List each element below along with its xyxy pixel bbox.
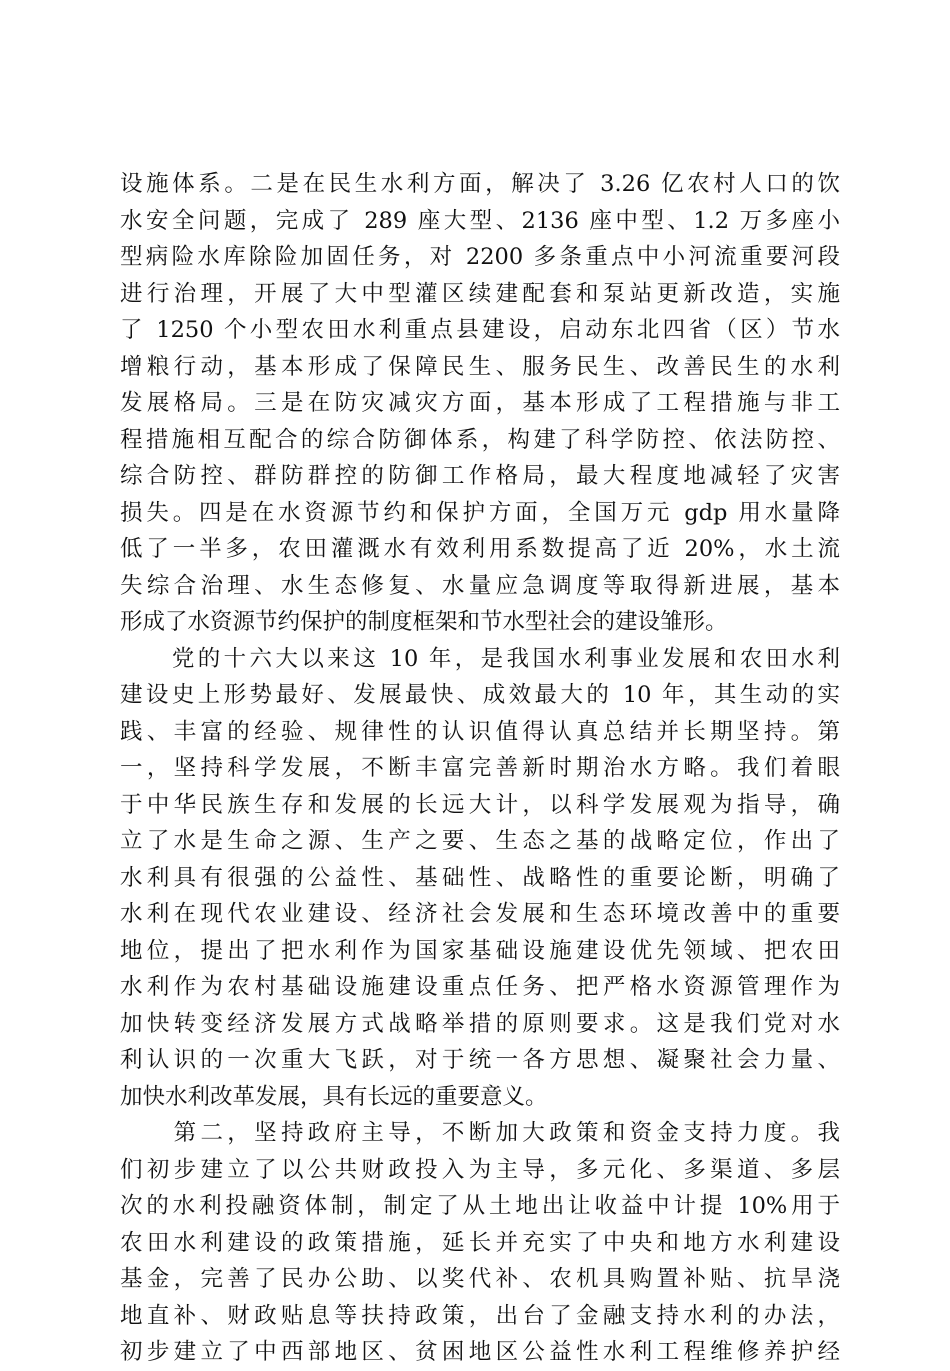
body-text	[120, 166, 840, 1371]
text-line: 发展格局。三是在防灾减灾方面，基本形成了工程措施与非工	[120, 390, 840, 416]
text-line: 于中华民族生存和发展的长远大计，以科学发展观为指导，确	[120, 791, 840, 818]
text-line: 初步建立了中西部地区、贫困地区公益性水利工程维修养护经	[120, 1339, 840, 1365]
text-line: 加快水利改革发展，具有长远的重要意义。	[120, 1083, 548, 1110]
text-line: 低了一半多，农田灌溉水有效利用系数提高了近 20%，水土流	[120, 536, 840, 562]
text-line: 设施体系。二是在民生水利方面，解决了 3.26 亿农村人口的饮	[120, 171, 840, 197]
text-line: 型病险水库除险加固任务，对 2200 多条重点中小河流重要河段	[120, 244, 840, 270]
text-line: 第二，坚持政府主导，不断加大政策和资金支持力度。我	[120, 1120, 840, 1146]
text-line: 失综合治理、水生态修复、水量应急调度等取得新进展，基本	[120, 572, 840, 599]
text-line: 利认识的一次重大飞跃，对于统一各方思想、凝聚社会力量、	[120, 1047, 840, 1073]
text-line: 水利在现代农业建设、经济社会发展和生态环境改善中的重要	[120, 901, 840, 927]
text-line: 水安全问题，完成了 289 座大型、2136 座中型、1.2 万多座小	[120, 207, 840, 234]
text-line: 农田水利建设的政策措施，延长并充实了中央和地方水利建设	[120, 1229, 840, 1256]
text-line: 水利具有很强的公益性、基础性、战略性的重要论断，明确了	[120, 864, 840, 891]
text-line: 党的十六大以来这 10 年，是我国水利事业发展和农田水利	[120, 645, 840, 672]
text-line: 立了水是生命之源、生产之要、生态之基的战略定位，作出了	[120, 828, 840, 854]
text-line: 践、丰富的经验、规律性的认识值得认真总结并长期坚持。第	[120, 718, 840, 745]
text-line: 加快转变经济发展方式战略举措的原则要求。这是我们党对水	[120, 1010, 840, 1037]
text-line: 次的水利投融资体制，制定了从土地出让收益中计提 10%用于	[120, 1193, 840, 1219]
text-line: 了 1250 个小型农田水利重点县建设，启动东北四省（区）节水	[120, 317, 840, 343]
text-line: 地位，提出了把水利作为国家基础设施建设优先领域、把农田	[120, 937, 840, 964]
text-line: 形成了水资源节约保护的制度框架和节水型社会的建设雏形。	[120, 609, 728, 635]
text-line: 基金，完善了民办公助、以奖代补、农机具购置补贴、抗旱浇	[120, 1266, 840, 1292]
text-line: 损失。四是在水资源节约和保护方面，全国万元 gdp 用水量降	[120, 499, 840, 526]
text-line: 程措施相互配合的综合防御体系，构建了科学防控、依法防控、	[120, 426, 840, 453]
text-line: 建设史上形势最好、发展最快、成效最大的 10 年，其生动的实	[120, 682, 840, 708]
text-line: 水利作为农村基础设施建设重点任务、把严格水资源管理作为	[120, 974, 840, 1000]
text-line: 进行治理，开展了大中型灌区续建配套和泵站更新改造，实施	[120, 280, 840, 307]
text-line: 增粮行动，基本形成了保障民生、服务民生、改善民生的水利	[120, 353, 840, 380]
text-line: 地直补、财政贴息等扶持政策，出台了金融支持水利的办法，	[120, 1302, 840, 1329]
text-line: 们初步建立了以公共财政投入为主导，多元化、多渠道、多层	[120, 1156, 840, 1183]
text-line: 一，坚持科学发展，不断丰富完善新时期治水方略。我们着眼	[120, 755, 840, 781]
text-line: 综合防控、群防群控的防御工作格局，最大程度地减轻了灾害	[120, 463, 840, 489]
